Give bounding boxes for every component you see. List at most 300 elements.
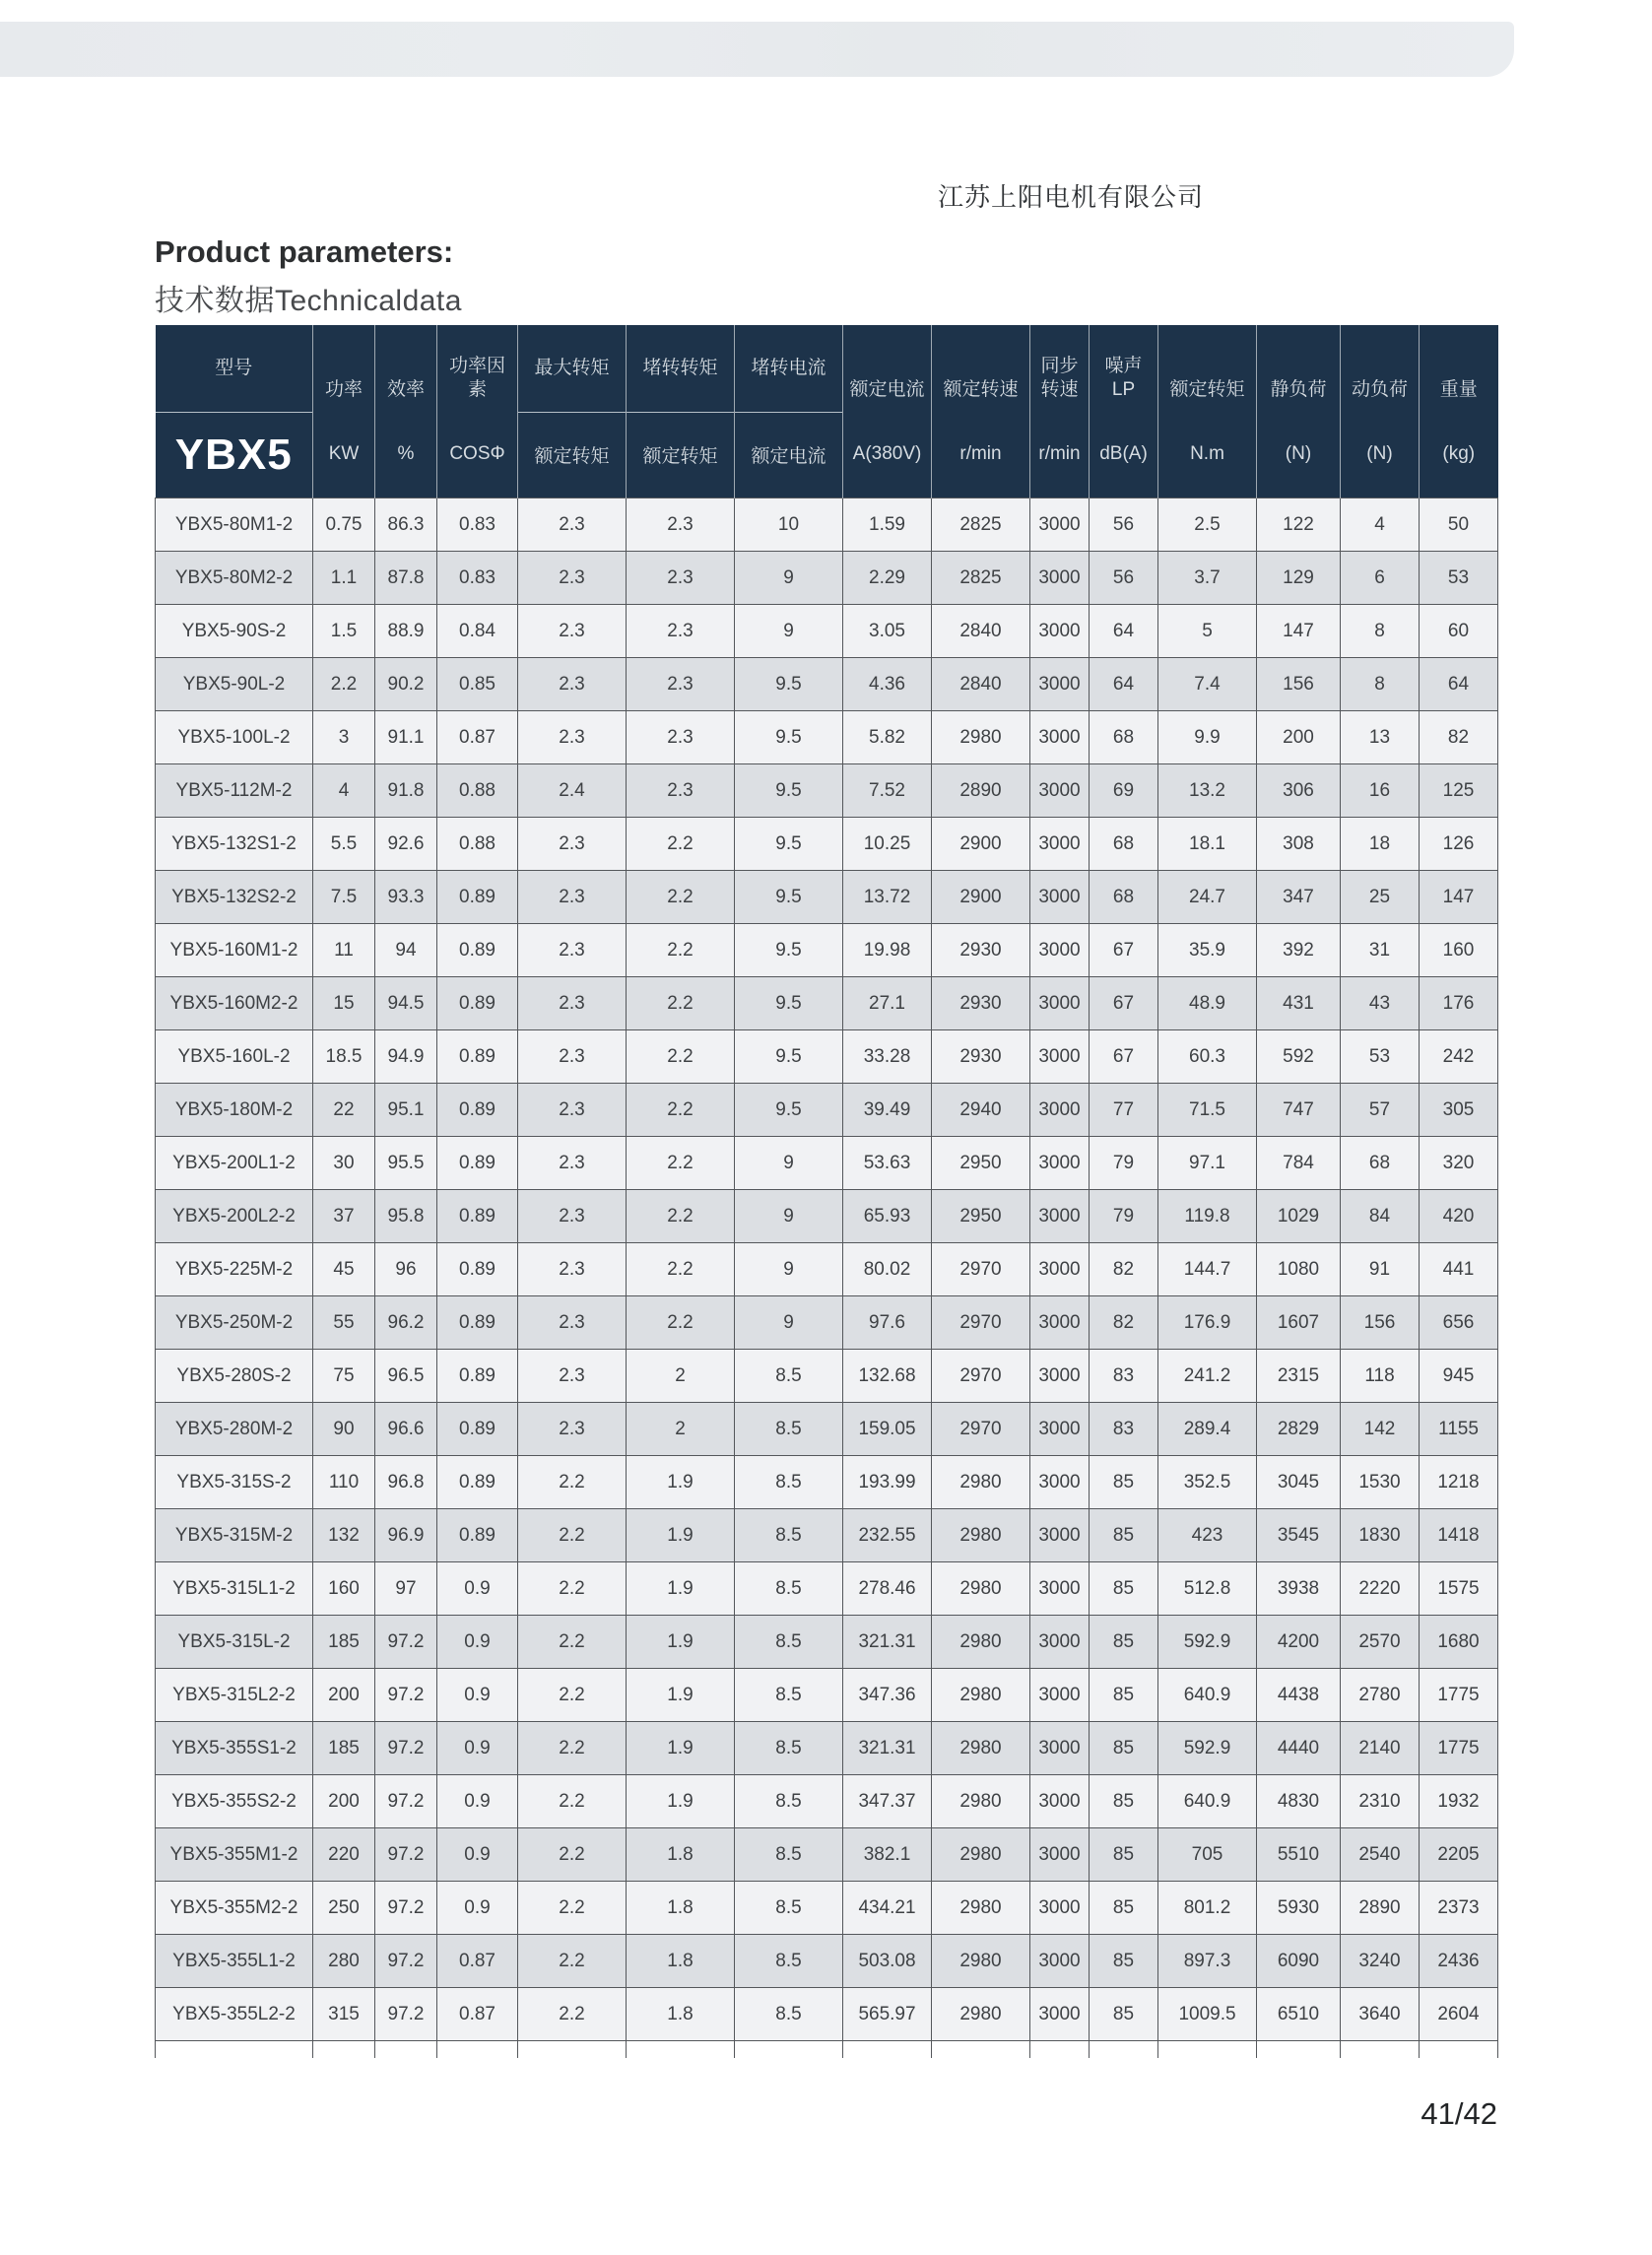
value-cell: 2980 xyxy=(932,1882,1030,1935)
value-cell: 96.8 xyxy=(375,1456,437,1509)
header-cell xyxy=(1420,325,1498,498)
value-cell: 95.5 xyxy=(375,1137,437,1190)
value-cell: 1.8 xyxy=(627,1935,735,1988)
value-cell: 147 xyxy=(1420,871,1498,924)
value-cell: 321.31 xyxy=(843,1616,932,1669)
model-cell: YBX5-132S2-2 xyxy=(156,871,313,924)
value-cell: 11 xyxy=(313,924,375,977)
value-cell: 88.9 xyxy=(375,605,437,658)
value-cell: 2930 xyxy=(932,924,1030,977)
value-cell: 441 xyxy=(1420,1243,1498,1296)
model-cell: YBX5-100L-2 xyxy=(156,711,313,764)
value-cell: 308 xyxy=(1257,818,1341,871)
value-cell: 5510 xyxy=(1257,1828,1341,1882)
value-cell: 347 xyxy=(1257,871,1341,924)
value-cell: 85 xyxy=(1090,1456,1158,1509)
value-cell: 2.3 xyxy=(518,1350,627,1403)
value-cell: 9.5 xyxy=(735,1084,843,1137)
value-cell: 8.5 xyxy=(735,1509,843,1562)
value-cell: 2840 xyxy=(932,658,1030,711)
value-cell: 6 xyxy=(1341,552,1420,605)
value-cell: 0.9 xyxy=(437,1722,518,1775)
value-cell: 1.9 xyxy=(627,1562,735,1616)
value-cell: 9 xyxy=(735,1137,843,1190)
value-cell: 57 xyxy=(1341,1084,1420,1137)
value-cell: 3000 xyxy=(1030,871,1090,924)
value-cell: 9.5 xyxy=(735,764,843,818)
value-cell: 2604 xyxy=(1420,1988,1498,2041)
value-cell: 0.83 xyxy=(437,552,518,605)
header-cell xyxy=(313,325,375,498)
table-body xyxy=(156,498,1498,2058)
value-cell: 2.3 xyxy=(518,658,627,711)
value-cell: 50 xyxy=(1420,498,1498,552)
model-cell: YBX5-315L2-2 xyxy=(156,1669,313,1722)
header-cell xyxy=(437,325,518,498)
header-cell xyxy=(932,325,1030,498)
value-cell: 0.9 xyxy=(437,1828,518,1882)
value-cell: 2.3 xyxy=(518,1084,627,1137)
value-cell: 68 xyxy=(1090,818,1158,871)
value-cell: 64 xyxy=(1420,658,1498,711)
stub-cell xyxy=(437,2041,518,2058)
value-cell: 9.5 xyxy=(735,1030,843,1084)
stub-cell xyxy=(1030,2041,1090,2058)
header-cell xyxy=(843,325,932,498)
value-cell: 0.89 xyxy=(437,1243,518,1296)
value-cell: 91.8 xyxy=(375,764,437,818)
value-cell: 85 xyxy=(1090,1775,1158,1828)
model-cell: YBX5-355M2-2 xyxy=(156,1882,313,1935)
value-cell: 2.2 xyxy=(518,1509,627,1562)
value-cell: 8.5 xyxy=(735,1403,843,1456)
value-cell: 4200 xyxy=(1257,1616,1341,1669)
model-cell: YBX5-355S2-2 xyxy=(156,1775,313,1828)
value-cell: 2.2 xyxy=(518,1562,627,1616)
value-cell: 2890 xyxy=(1341,1882,1420,1935)
value-cell: 4 xyxy=(1341,498,1420,552)
value-cell: 2.2 xyxy=(627,924,735,977)
value-cell: 306 xyxy=(1257,764,1341,818)
value-cell: 3000 xyxy=(1030,711,1090,764)
value-cell: 185 xyxy=(313,1722,375,1775)
stub-cell xyxy=(1158,2041,1257,2058)
value-cell: 3000 xyxy=(1030,1190,1090,1243)
value-cell: 1.9 xyxy=(627,1456,735,1509)
value-cell: 96.5 xyxy=(375,1350,437,1403)
model-cell: YBX5-80M1-2 xyxy=(156,498,313,552)
value-cell: 85 xyxy=(1090,1616,1158,1669)
value-cell: 2.3 xyxy=(518,1243,627,1296)
table-row xyxy=(156,552,1498,605)
value-cell: 2.3 xyxy=(518,711,627,764)
value-cell: 2.2 xyxy=(313,658,375,711)
value-cell: 3000 xyxy=(1030,977,1090,1030)
model-cell: YBX5-160M1-2 xyxy=(156,924,313,977)
value-cell: 10.25 xyxy=(843,818,932,871)
value-cell: 83 xyxy=(1090,1403,1158,1456)
header-unit: COSΦ xyxy=(449,443,505,465)
model-cell: YBX5-112M-2 xyxy=(156,764,313,818)
value-cell: 2940 xyxy=(932,1084,1030,1137)
header-label: 动负荷 xyxy=(1351,378,1408,400)
value-cell: 2840 xyxy=(932,605,1030,658)
header-cell xyxy=(1030,325,1090,498)
stub-cell xyxy=(518,2041,627,2058)
model-cell: YBX5-180M-2 xyxy=(156,1084,313,1137)
value-cell: 3000 xyxy=(1030,1456,1090,1509)
table-row xyxy=(156,1030,1498,1084)
value-cell: 97.6 xyxy=(843,1296,932,1350)
value-cell: 2980 xyxy=(932,1669,1030,1722)
value-cell: 96.9 xyxy=(375,1509,437,1562)
value-cell: 315 xyxy=(313,1988,375,2041)
value-cell: 3000 xyxy=(1030,1669,1090,1722)
table-row xyxy=(156,1350,1498,1403)
model-cell: YBX5-160M2-2 xyxy=(156,977,313,1030)
value-cell: 347.36 xyxy=(843,1669,932,1722)
series-name: YBX5 xyxy=(174,430,293,479)
value-cell: 592.9 xyxy=(1158,1722,1257,1775)
value-cell: 2900 xyxy=(932,818,1030,871)
value-cell: 6510 xyxy=(1257,1988,1341,2041)
header-unit: (kg) xyxy=(1442,443,1476,465)
value-cell: 82 xyxy=(1090,1296,1158,1350)
table-row xyxy=(156,1828,1498,1882)
value-cell: 0.89 xyxy=(437,977,518,1030)
value-cell: 9 xyxy=(735,1190,843,1243)
value-cell: 3.7 xyxy=(1158,552,1257,605)
value-cell: 382.1 xyxy=(843,1828,932,1882)
value-cell: 420 xyxy=(1420,1190,1498,1243)
value-cell: 1680 xyxy=(1420,1616,1498,1669)
value-cell: 945 xyxy=(1420,1350,1498,1403)
value-cell: 2.3 xyxy=(518,1030,627,1084)
value-cell: 97.2 xyxy=(375,1882,437,1935)
table-row xyxy=(156,1296,1498,1350)
value-cell: 53 xyxy=(1341,1030,1420,1084)
value-cell: 4 xyxy=(313,764,375,818)
value-cell: 2220 xyxy=(1341,1562,1420,1616)
value-cell: 2.3 xyxy=(627,764,735,818)
value-cell: 278.46 xyxy=(843,1562,932,1616)
value-cell: 2980 xyxy=(932,1616,1030,1669)
header-label: 重量 xyxy=(1439,378,1478,400)
header-cell xyxy=(375,325,437,498)
value-cell: 16 xyxy=(1341,764,1420,818)
value-cell: 1830 xyxy=(1341,1509,1420,1562)
value-cell: 67 xyxy=(1090,1030,1158,1084)
value-cell: 7.5 xyxy=(313,871,375,924)
table-row xyxy=(156,1190,1498,1243)
value-cell: 8.5 xyxy=(735,1456,843,1509)
model-cell: YBX5-355S1-2 xyxy=(156,1722,313,1775)
value-cell: 232.55 xyxy=(843,1509,932,1562)
value-cell: 0.89 xyxy=(437,1456,518,1509)
value-cell: 8.5 xyxy=(735,1722,843,1775)
value-cell: 9.5 xyxy=(735,658,843,711)
value-cell: 2.2 xyxy=(627,1084,735,1137)
value-cell: 434.21 xyxy=(843,1882,932,1935)
model-cell: YBX5-315S-2 xyxy=(156,1456,313,1509)
value-cell: 24.7 xyxy=(1158,871,1257,924)
value-cell: 118 xyxy=(1341,1350,1420,1403)
table-row xyxy=(156,764,1498,818)
value-cell: 3000 xyxy=(1030,1935,1090,1988)
value-cell: 3045 xyxy=(1257,1456,1341,1509)
value-cell: 0.87 xyxy=(437,1988,518,2041)
value-cell: 2950 xyxy=(932,1190,1030,1243)
value-cell: 250 xyxy=(313,1882,375,1935)
table-header xyxy=(156,325,1498,498)
value-cell: 48.9 xyxy=(1158,977,1257,1030)
value-cell: 2970 xyxy=(932,1243,1030,1296)
value-cell: 2310 xyxy=(1341,1775,1420,1828)
value-cell: 784 xyxy=(1257,1137,1341,1190)
value-cell: 8 xyxy=(1341,605,1420,658)
value-cell: 0.89 xyxy=(437,1296,518,1350)
value-cell: 2.2 xyxy=(518,1669,627,1722)
stub-cell xyxy=(1420,2041,1498,2058)
value-cell: 1.9 xyxy=(627,1509,735,1562)
value-cell: 9 xyxy=(735,1243,843,1296)
header-unit: (N) xyxy=(1366,443,1393,465)
value-cell: 30 xyxy=(313,1137,375,1190)
stub-cell xyxy=(627,2041,735,2058)
value-cell: 0.9 xyxy=(437,1775,518,1828)
header-label: 额定电流 xyxy=(849,378,925,400)
value-cell: 0.89 xyxy=(437,1509,518,1562)
value-cell: 2.4 xyxy=(518,764,627,818)
value-cell: 2.2 xyxy=(627,1030,735,1084)
header-label: 功率因素 xyxy=(448,355,505,400)
value-cell: 18.5 xyxy=(313,1030,375,1084)
value-cell: 8.5 xyxy=(735,1882,843,1935)
value-cell: 2.3 xyxy=(627,552,735,605)
value-cell: 1080 xyxy=(1257,1243,1341,1296)
header-unit: 额定电流 xyxy=(751,446,826,468)
value-cell: 2980 xyxy=(932,1456,1030,1509)
top-decor-bar xyxy=(0,22,1514,77)
value-cell: 97.2 xyxy=(375,1616,437,1669)
header-cell xyxy=(1257,325,1341,498)
value-cell: 1155 xyxy=(1420,1403,1498,1456)
value-cell: 747 xyxy=(1257,1084,1341,1137)
table-row xyxy=(156,498,1498,552)
value-cell: 0.9 xyxy=(437,1616,518,1669)
table-row xyxy=(156,871,1498,924)
value-cell: 0.89 xyxy=(437,1190,518,1243)
value-cell: 1530 xyxy=(1341,1456,1420,1509)
value-cell: 53 xyxy=(1420,552,1498,605)
value-cell: 8.5 xyxy=(735,1350,843,1403)
model-cell: YBX5-355M1-2 xyxy=(156,1828,313,1882)
value-cell: 147 xyxy=(1257,605,1341,658)
value-cell: 2970 xyxy=(932,1350,1030,1403)
value-cell: 84 xyxy=(1341,1190,1420,1243)
value-cell: 96.2 xyxy=(375,1296,437,1350)
value-cell: 9.5 xyxy=(735,818,843,871)
value-cell: 2890 xyxy=(932,764,1030,818)
value-cell: 3000 xyxy=(1030,1403,1090,1456)
value-cell: 2970 xyxy=(932,1403,1030,1456)
value-cell: 0.84 xyxy=(437,605,518,658)
model-cell: YBX5-280M-2 xyxy=(156,1403,313,1456)
value-cell: 2.3 xyxy=(518,924,627,977)
value-cell: 43 xyxy=(1341,977,1420,1030)
value-cell: 69 xyxy=(1090,764,1158,818)
value-cell: 0.9 xyxy=(437,1882,518,1935)
value-cell: 3000 xyxy=(1030,1137,1090,1190)
value-cell: 9 xyxy=(735,552,843,605)
value-cell: 65.93 xyxy=(843,1190,932,1243)
value-cell: 160 xyxy=(313,1562,375,1616)
value-cell: 97 xyxy=(375,1562,437,1616)
value-cell: 897.3 xyxy=(1158,1935,1257,1988)
value-cell: 33.28 xyxy=(843,1030,932,1084)
table-row xyxy=(156,977,1498,1030)
value-cell: 64 xyxy=(1090,658,1158,711)
header-label: 堵转电流 xyxy=(751,357,826,378)
value-cell: 0.89 xyxy=(437,1350,518,1403)
value-cell: 82 xyxy=(1420,711,1498,764)
value-cell: 5 xyxy=(1158,605,1257,658)
value-cell: 156 xyxy=(1257,658,1341,711)
value-cell: 2 xyxy=(627,1350,735,1403)
value-cell: 392 xyxy=(1257,924,1341,977)
value-cell: 2.3 xyxy=(627,498,735,552)
header-label: 功率 xyxy=(324,378,363,400)
value-cell: 8.5 xyxy=(735,1828,843,1882)
value-cell: 64 xyxy=(1090,605,1158,658)
value-cell: 2.2 xyxy=(627,1243,735,1296)
value-cell: 85 xyxy=(1090,1988,1158,2041)
table-row xyxy=(156,1084,1498,1137)
value-cell: 156 xyxy=(1341,1296,1420,1350)
value-cell: 3000 xyxy=(1030,498,1090,552)
value-cell: 97.1 xyxy=(1158,1137,1257,1190)
value-cell: 3000 xyxy=(1030,552,1090,605)
value-cell: 3 xyxy=(313,711,375,764)
value-cell: 2.2 xyxy=(518,1722,627,1775)
header-unit: 额定转矩 xyxy=(534,446,610,468)
value-cell: 0.89 xyxy=(437,1403,518,1456)
value-cell: 68 xyxy=(1341,1137,1420,1190)
header-label: 最大转矩 xyxy=(534,357,610,378)
stub-cell xyxy=(735,2041,843,2058)
value-cell: 1218 xyxy=(1420,1456,1498,1509)
value-cell: 1.9 xyxy=(627,1775,735,1828)
value-cell: 305 xyxy=(1420,1084,1498,1137)
value-cell: 3000 xyxy=(1030,1350,1090,1403)
value-cell: 8 xyxy=(1341,658,1420,711)
value-cell: 56 xyxy=(1090,552,1158,605)
value-cell: 2980 xyxy=(932,1722,1030,1775)
value-cell: 2140 xyxy=(1341,1722,1420,1775)
value-cell: 3000 xyxy=(1030,764,1090,818)
value-cell: 2.3 xyxy=(518,552,627,605)
header-unit: KW xyxy=(328,443,360,465)
value-cell: 503.08 xyxy=(843,1935,932,1988)
value-cell: 37 xyxy=(313,1190,375,1243)
value-cell: 220 xyxy=(313,1828,375,1882)
table-row xyxy=(156,1456,1498,1509)
value-cell: 3000 xyxy=(1030,1243,1090,1296)
header-row xyxy=(156,325,1498,498)
table-row xyxy=(156,818,1498,871)
value-cell: 25 xyxy=(1341,871,1420,924)
value-cell: 321.31 xyxy=(843,1722,932,1775)
stub-cell xyxy=(932,2041,1030,2058)
header-unit: % xyxy=(397,443,415,465)
value-cell: 1.9 xyxy=(627,1616,735,1669)
value-cell: 68 xyxy=(1090,871,1158,924)
value-cell: 640.9 xyxy=(1158,1669,1257,1722)
value-cell: 2.3 xyxy=(518,1403,627,1456)
value-cell: 9 xyxy=(735,1296,843,1350)
spec-table xyxy=(155,325,1498,2058)
value-cell: 67 xyxy=(1090,924,1158,977)
value-cell: 0.87 xyxy=(437,711,518,764)
value-cell: 55 xyxy=(313,1296,375,1350)
model-cell: YBX5-132S1-2 xyxy=(156,818,313,871)
model-cell: YBX5-200L1-2 xyxy=(156,1137,313,1190)
value-cell: 2.2 xyxy=(518,1988,627,2041)
value-cell: 6090 xyxy=(1257,1935,1341,1988)
value-cell: 159.05 xyxy=(843,1403,932,1456)
value-cell: 0.89 xyxy=(437,871,518,924)
model-cell: YBX5-280S-2 xyxy=(156,1350,313,1403)
value-cell: 110 xyxy=(313,1456,375,1509)
value-cell: 241.2 xyxy=(1158,1350,1257,1403)
value-cell: 1575 xyxy=(1420,1562,1498,1616)
value-cell: 18.1 xyxy=(1158,818,1257,871)
table-row xyxy=(156,1616,1498,1669)
value-cell: 90.2 xyxy=(375,658,437,711)
model-cell: YBX5-355L2-2 xyxy=(156,1988,313,2041)
value-cell: 1.9 xyxy=(627,1669,735,1722)
value-cell: 2980 xyxy=(932,1828,1030,1882)
value-cell: 94.5 xyxy=(375,977,437,1030)
value-cell: 5.5 xyxy=(313,818,375,871)
value-cell: 1418 xyxy=(1420,1509,1498,1562)
value-cell: 9.5 xyxy=(735,871,843,924)
stub-cell xyxy=(313,2041,375,2058)
value-cell: 97.2 xyxy=(375,1669,437,1722)
value-cell: 13.2 xyxy=(1158,764,1257,818)
value-cell: 8.5 xyxy=(735,1988,843,2041)
value-cell: 592.9 xyxy=(1158,1616,1257,1669)
value-cell: 2.3 xyxy=(518,498,627,552)
value-cell: 176.9 xyxy=(1158,1296,1257,1350)
value-cell: 160 xyxy=(1420,924,1498,977)
header-unit: r/min xyxy=(1038,443,1081,465)
table-row xyxy=(156,1243,1498,1296)
value-cell: 39.49 xyxy=(843,1084,932,1137)
value-cell: 423 xyxy=(1158,1509,1257,1562)
value-cell: 97.2 xyxy=(375,1775,437,1828)
value-cell: 5930 xyxy=(1257,1882,1341,1935)
value-cell: 0.9 xyxy=(437,1669,518,1722)
value-cell: 2980 xyxy=(932,1775,1030,1828)
value-cell: 2.2 xyxy=(627,818,735,871)
value-cell: 2.29 xyxy=(843,552,932,605)
model-cell: YBX5-315M-2 xyxy=(156,1509,313,1562)
value-cell: 3000 xyxy=(1030,1296,1090,1350)
value-cell: 1.59 xyxy=(843,498,932,552)
value-cell: 2.3 xyxy=(627,711,735,764)
value-cell: 3000 xyxy=(1030,1616,1090,1669)
